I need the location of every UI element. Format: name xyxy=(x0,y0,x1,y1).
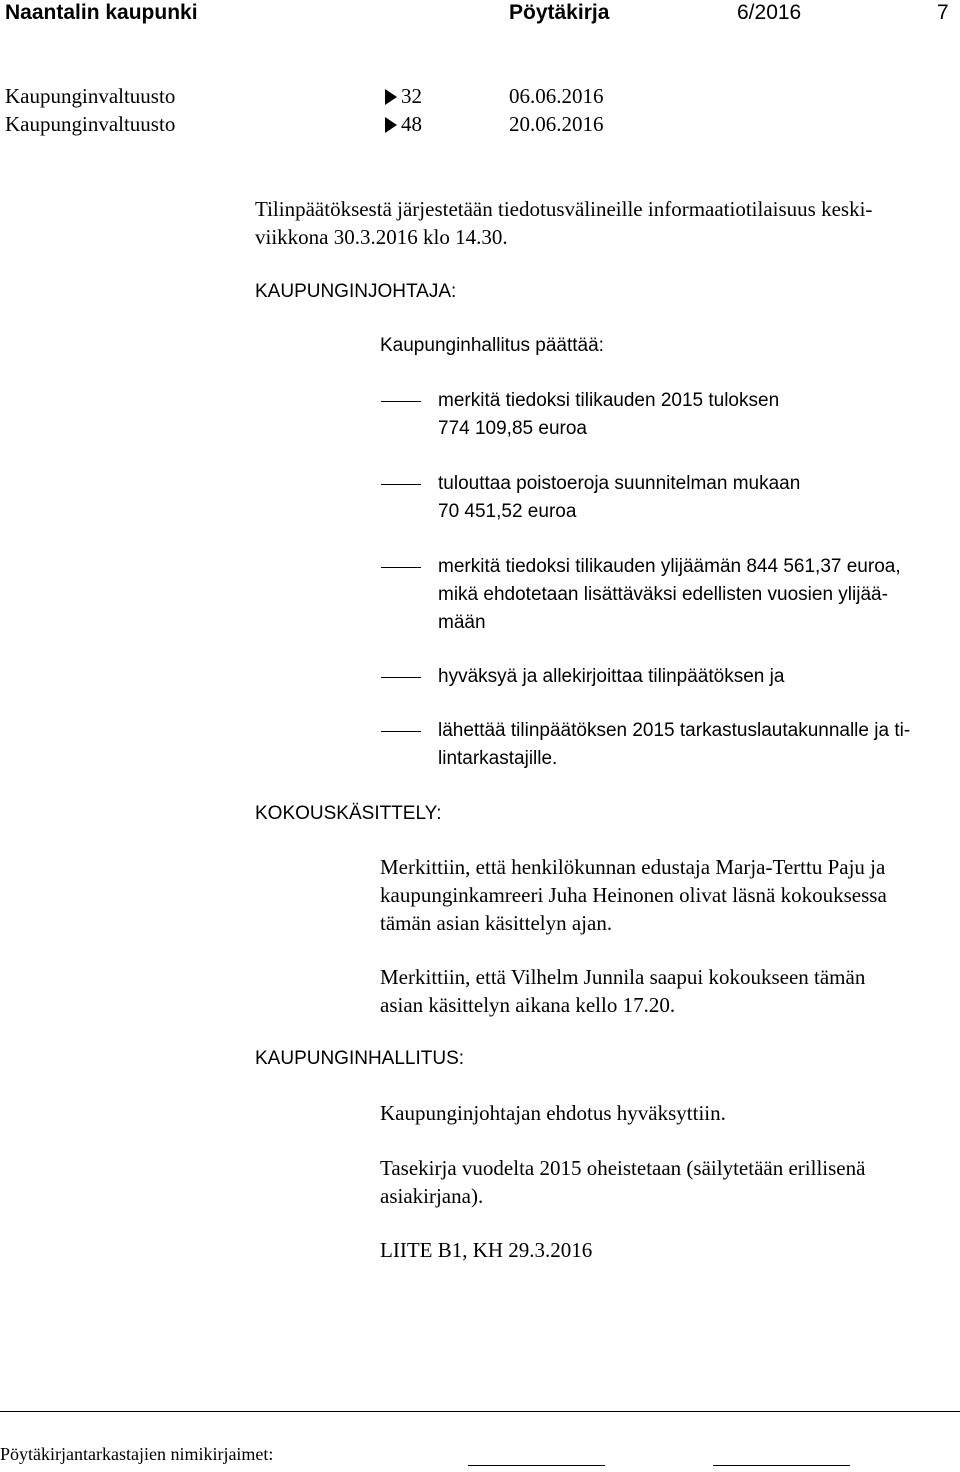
pointer-marker-icon xyxy=(385,89,397,105)
reference-section: 32 xyxy=(401,84,422,108)
intro-line: Tilinpäätöksestä järjestetään tiedotusvälineille informaatiotilaisuus keski- xyxy=(255,197,873,221)
initials-signature-line xyxy=(713,1465,850,1466)
list-item-line: tulouttaa poistoeroja suunnitelman mukaan xyxy=(438,473,801,494)
paragraph-line: tämän asian käsittelyn ajan. xyxy=(380,911,613,935)
list-item-line: lähettää tilinpäätöksen 2015 tarkastuslautakunnalle ja ti- xyxy=(438,720,911,741)
list-item-line: mikä ehdotetaan lisättäväksi edellisten vuosien ylijää- xyxy=(438,584,888,605)
footer-label: Pöytäkirjantarkastajien nimikirjaimet: xyxy=(0,1444,274,1464)
initials-signature-line xyxy=(468,1465,605,1466)
dash-bullet-icon xyxy=(381,401,421,402)
paragraph-line: kaupunginkamreeri Juha Heinonen olivat läsnä kokouksessa xyxy=(380,883,887,907)
proposal-lead: Kaupunginhallitus päättää: xyxy=(380,335,604,356)
reference-section: 48 xyxy=(401,112,422,136)
list-item-line: hyväksyä ja allekirjoittaa tilinpäätöksen ja xyxy=(438,666,785,687)
footer-divider xyxy=(0,1411,960,1412)
paragraph-line: Merkittiin, että henkilökunnan edustaja Marja-Terttu Paju ja xyxy=(380,855,886,879)
list-item-line: 774 109,85 euroa xyxy=(438,418,587,439)
appendix-reference: LIITE B1, KH 29.3.2016 xyxy=(380,1238,593,1262)
meeting-heading: KOKOUSKÄSITTELY: xyxy=(255,803,442,824)
list-item-line: merkitä tiedoksi tilikauden 2015 tuloksen xyxy=(438,390,780,411)
reference-date: 06.06.2016 xyxy=(509,84,604,108)
list-item-line: mään xyxy=(438,612,486,633)
paragraph-line: Merkittiin, että Vilhelm Junnila saapui kokoukseen tämän xyxy=(380,965,866,989)
reference-body: Kaupunginvaltuusto xyxy=(5,112,176,136)
intro-line: viikkona 30.3.2016 klo 14.30. xyxy=(255,225,508,249)
dash-bullet-icon xyxy=(381,677,421,678)
document-type: Pöytäkirja xyxy=(509,1,610,24)
dash-bullet-icon xyxy=(381,567,421,568)
document-number: 6/2016 xyxy=(737,1,802,24)
paragraph-line: asian käsittelyn aikana kello 17.20. xyxy=(380,993,676,1017)
list-item-line: merkitä tiedoksi tilikauden ylijäämän 844 561,37 euroa, xyxy=(438,556,901,577)
organization-name: Naantalin kaupunki xyxy=(5,1,198,24)
dash-bullet-icon xyxy=(381,484,421,485)
reference-date: 20.06.2016 xyxy=(509,112,604,136)
list-item-line: lintarkastajille. xyxy=(438,748,558,769)
board-heading: KAUPUNGINHALLITUS: xyxy=(255,1048,465,1069)
board-decision: Kaupunginjohtajan ehdotus hyväksyttiin. xyxy=(380,1101,726,1125)
list-item-line: 70 451,52 euroa xyxy=(438,501,577,522)
page-number: 7 xyxy=(937,1,949,24)
paragraph-line: Tasekirja vuodelta 2015 oheistetaan (säilytetään erillisenä xyxy=(380,1156,866,1180)
pointer-marker-icon xyxy=(385,117,397,133)
paragraph-line: asiakirjana). xyxy=(380,1184,484,1208)
reference-body: Kaupunginvaltuusto xyxy=(5,84,176,108)
dash-bullet-icon xyxy=(381,731,421,732)
proposal-heading: KAUPUNGINJOHTAJA: xyxy=(255,281,457,302)
